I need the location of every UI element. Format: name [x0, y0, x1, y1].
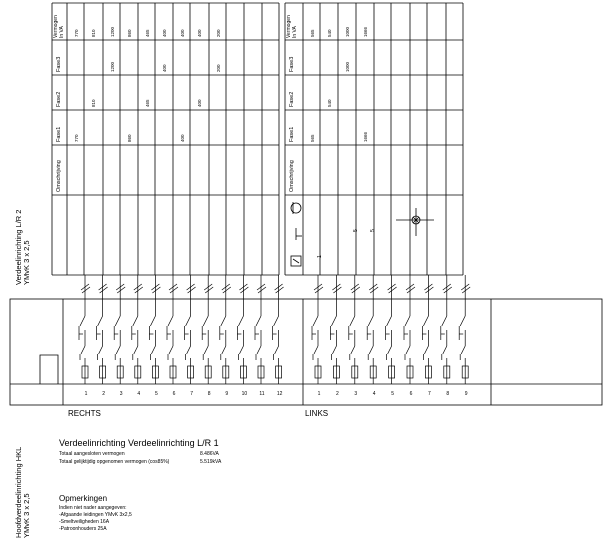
left-header-omschrijving: Omschrijving	[56, 160, 62, 192]
group-number: 9	[225, 391, 229, 397]
breaker-switch	[238, 316, 243, 326]
symbol-count: 1	[317, 255, 323, 258]
enclosure-outline	[10, 299, 602, 405]
left-header-fase2: Fase2	[56, 91, 62, 107]
left-value-vermogen: 400	[180, 29, 185, 37]
group-number: 4	[137, 391, 141, 397]
group-number: 1	[317, 391, 321, 397]
main-cable-label-line2: YMvK 3 x 2,5	[22, 493, 31, 538]
breaker-switch	[442, 316, 447, 326]
group-number: 7	[190, 391, 193, 397]
main-switch-box	[40, 355, 58, 384]
group-number: 9	[464, 391, 468, 397]
cable-tick	[82, 287, 90, 293]
rcd-switch	[369, 346, 373, 354]
cable-tick	[352, 287, 360, 293]
rcd-switch	[187, 346, 191, 354]
notes-line: -Patroonhouders 25A	[59, 526, 107, 532]
right-value-fase1: 565	[310, 134, 315, 142]
breaker-switch	[405, 316, 410, 326]
left-value-fase1: 860	[127, 134, 132, 142]
rcd-switch	[169, 346, 173, 354]
left-header-vermogen: Vermogen	[53, 15, 59, 38]
breaker-switch	[150, 316, 155, 326]
left-value-vermogen: 400	[197, 29, 202, 37]
socket-icon	[293, 259, 299, 263]
group-number: 3	[354, 391, 358, 397]
cable-tick	[188, 287, 196, 293]
right-value-vermogen: 540	[327, 29, 332, 37]
group-number: 5	[391, 391, 394, 397]
symbol-count: 5	[353, 229, 359, 232]
cable-tick	[315, 287, 323, 293]
notes-title: Opmerkingen	[59, 494, 108, 503]
rcd-switch	[134, 346, 138, 354]
group-number: 2	[102, 391, 105, 397]
right-value-vermogen: 1000	[345, 26, 350, 37]
breaker-switch	[460, 316, 465, 326]
breaker-switch	[133, 316, 138, 326]
rcd-switch	[222, 346, 226, 354]
cable-tick	[444, 287, 452, 293]
right-header-omschrijving: Omschrijving	[289, 160, 295, 192]
cable-tick	[389, 287, 397, 293]
left-value-vermogen: 465	[145, 29, 150, 37]
cable-label	[15, 210, 31, 285]
title-block-line2-value: 5.519kVA	[200, 459, 222, 465]
right-value-fase3: 1000	[345, 61, 350, 72]
cable-tick	[407, 287, 415, 293]
breaker-switch	[331, 316, 336, 326]
cable-tick	[205, 287, 213, 293]
breaker-switch	[80, 316, 85, 326]
cable-label-line1: Verdeelinrichting L/R 2	[14, 209, 23, 285]
title-block-line1-value: 8.486VA	[200, 451, 219, 457]
breaker-switch	[350, 316, 355, 326]
group-number: 5	[155, 391, 158, 397]
notes-line: -Afgaande leidingen YMvK 3x2,5	[59, 512, 132, 518]
title-block-line1-label: Totaal aangesloten vermogen	[59, 451, 125, 457]
right-value-vermogen: 1666	[363, 26, 368, 37]
right-header-vermogen-unit: In VA	[292, 26, 298, 38]
rcd-switch	[99, 346, 103, 354]
right-header-fase3: Fase3	[289, 56, 295, 72]
breaker-switch	[203, 316, 208, 326]
group-number: 10	[241, 391, 248, 397]
cable-tick	[100, 287, 108, 293]
cable-tick	[223, 287, 231, 293]
breaker-switch	[387, 316, 392, 326]
section-label-rechts: RECHTS	[68, 409, 101, 418]
section-label-links: LINKS	[305, 409, 329, 418]
right-header-vermogen: Vermogen	[286, 15, 292, 38]
cable-tick	[425, 287, 433, 293]
group-number: 11	[259, 391, 265, 397]
left-value-fase3: 200	[216, 64, 221, 72]
group-number: 6	[409, 391, 413, 397]
left-value-vermogen: 400	[162, 29, 167, 37]
rcd-switch	[461, 346, 465, 354]
left-header-vermogen-unit: In VA	[59, 26, 65, 38]
group-number: 6	[172, 391, 176, 397]
left-value-fase2: 810	[91, 99, 96, 107]
cable-tick	[258, 287, 266, 293]
left-value-vermogen: 860	[127, 29, 132, 37]
breaker-switch	[274, 316, 279, 326]
breaker-switch	[186, 316, 191, 326]
rcd-switch	[351, 346, 355, 354]
right-value-vermogen: 565	[310, 29, 315, 37]
rcd-switch	[116, 346, 120, 354]
notes-line: -Smeltveiligheden 16A	[59, 519, 110, 525]
cable-tick	[276, 287, 284, 293]
rcd-switch	[257, 346, 261, 354]
cable-tick	[152, 287, 160, 293]
symbol-count: 5	[370, 229, 376, 232]
main-cable-label-line1: Hoofdverdeelinrichting HKL	[14, 446, 23, 538]
cable-tick	[462, 287, 470, 293]
group-number: 4	[372, 391, 376, 397]
rcd-switch	[151, 346, 155, 354]
rcd-switch	[275, 346, 279, 354]
left-value-vermogen: 200	[216, 29, 221, 37]
right-value-fase1: 1666	[363, 131, 368, 142]
left-value-vermogen: 810	[91, 29, 96, 37]
right-value-fase2: 540	[327, 99, 332, 107]
cable-tick	[370, 287, 378, 293]
cable-tick	[135, 287, 143, 293]
group-number: 7	[428, 391, 431, 397]
rcd-switch	[204, 346, 208, 354]
left-value-fase1: 770	[74, 134, 79, 142]
breaker-switch	[98, 316, 103, 326]
rcd-switch	[81, 346, 85, 354]
breaker-switch	[221, 316, 226, 326]
breaker-switch	[368, 316, 373, 326]
notes-line: Indien niet nader aangegeven:	[59, 505, 127, 511]
lamp-icon	[291, 203, 301, 213]
rcd-switch	[424, 346, 428, 354]
cable-label-line2: YMvK 3 x 2,5	[22, 240, 31, 285]
group-number: 8	[446, 391, 450, 397]
left-header-fase3: Fase3	[56, 56, 62, 72]
breaker-switch	[313, 316, 318, 326]
right-header-fase2: Fase2	[289, 91, 295, 107]
left-value-vermogen: 1200	[110, 26, 115, 37]
title-block-line2-label: Totaal gelijktijdig opgenomen vermogen (cos85%)	[59, 459, 170, 465]
left-value-fase2: 400	[197, 99, 202, 107]
rcd-switch	[239, 346, 243, 354]
cable-tick	[170, 287, 178, 293]
left-value-fase2: 465	[145, 99, 150, 107]
rcd-switch	[314, 346, 318, 354]
left-value-vermogen: 770	[74, 29, 79, 37]
rcd-switch	[332, 346, 336, 354]
group-number: 2	[336, 391, 339, 397]
group-number: 12	[276, 391, 283, 397]
cable-tick	[333, 287, 341, 293]
left-value-fase3: 400	[162, 64, 167, 72]
group-number: 3	[119, 391, 123, 397]
rcd-switch	[443, 346, 447, 354]
breaker-switch	[256, 316, 261, 326]
right-header-fase1: Fase1	[289, 126, 295, 142]
rcd-switch	[388, 346, 392, 354]
left-header-fase1: Fase1	[56, 126, 62, 142]
rcd-switch	[406, 346, 410, 354]
left-value-fase3: 1200	[110, 61, 115, 72]
left-value-fase1: 400	[180, 134, 185, 142]
breaker-switch	[115, 316, 120, 326]
cable-tick	[240, 287, 248, 293]
main-cable-label	[15, 447, 31, 538]
breaker-switch	[168, 316, 173, 326]
breaker-switch	[423, 316, 428, 326]
group-number: 8	[207, 391, 211, 397]
group-number: 1	[84, 391, 88, 397]
cable-tick	[117, 287, 125, 293]
title-block-title: Verdeelinrichting Verdeelinrichting L/R 1	[59, 438, 219, 448]
